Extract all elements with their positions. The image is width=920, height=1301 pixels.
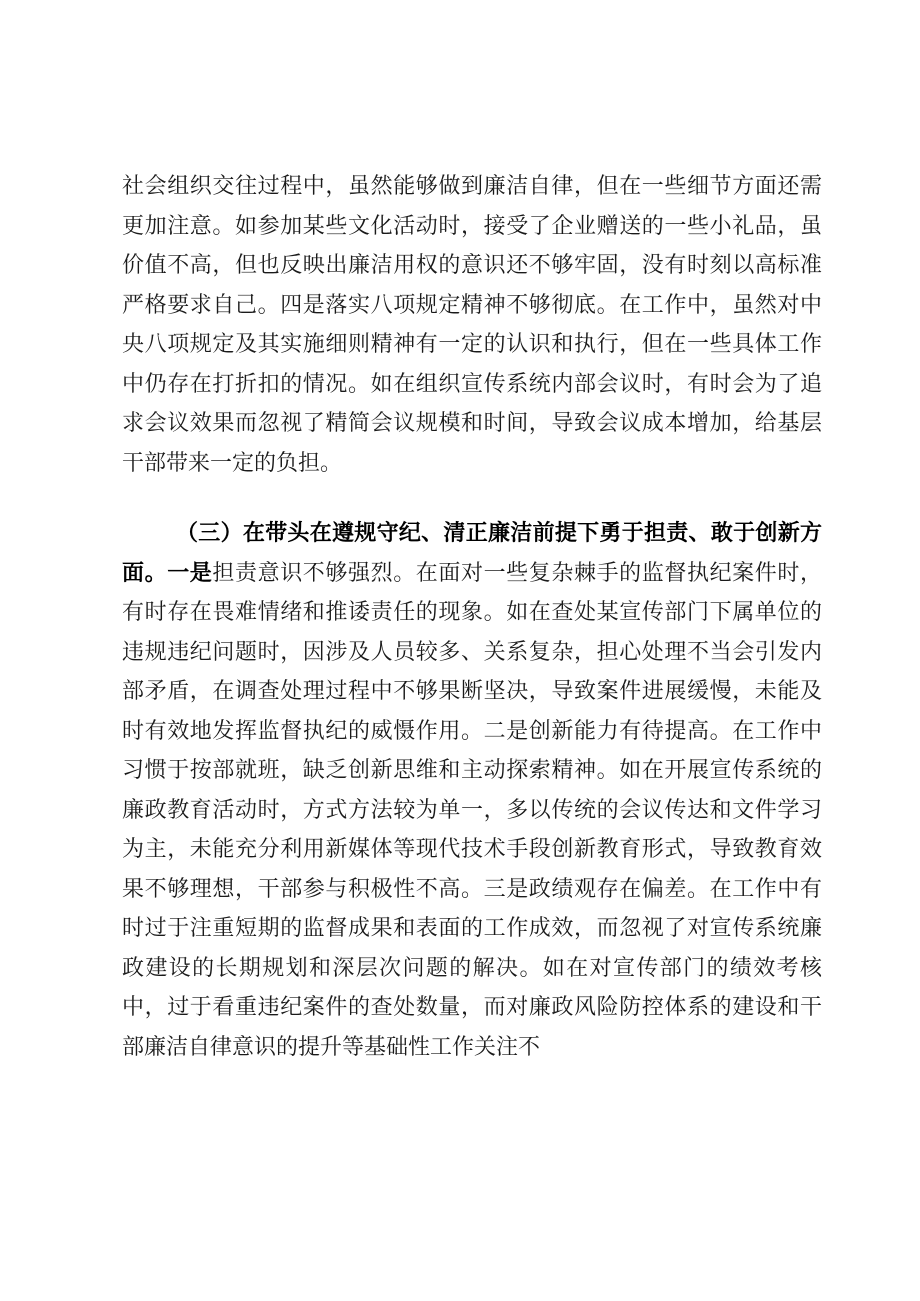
- section-three-body: 担责意识不够强烈。在面对一些复杂棘手的监督执纪案件时，有时存在畏难情绪和推诿责任的现象。如在查处某宣传部门下属单位的违规违纪问题时，因涉及人员较多、关系复杂，担心处理不当会引发内部矛盾，在调查处理过程中不够果断坚决，导致案件进展缓慢，未能及时有效地发挥监督执纪的威慑作用。二是创新能力有待提高。在工作中习惯于按部就班，缺乏创新思维和主动探索精神。如在开展宣传系统的廉政教育活动时，方式方法较为单一，多以传统的会议传达和文件学习为主，未能充分利用新媒体等现代技术手段创新教育形式，导致教育效果不够理想，干部参与积极性不高。三是政绩观存在偏差。在工作中有时过于注重短期的监督成果和表面的工作成效，而忽视了对宣传系统廉政建设的长期规划和深层次问题的解决。如在对宣传部门的绩效考核中，过于看重违纪案件的查处数量，而对廉政风险防控体系的建设和干部廉洁自律意识的提升等基础性工作关注不: [122, 560, 822, 1060]
- paragraph-continuation: 社会组织交往过程中，虽然能够做到廉洁自律，但在一些细节方面还需更加注意。如参加某些文化活动时，接受了企业赠送的一些小礼品，虽价值不高，但也反映出廉洁用权的意识还不够牢固，没有时刻以高标准严格要求自己。四是落实八项规定精神不够彻底。在工作中，虽然对中央八项规定及其实施细则精神有一定的认识和执行，但在一些具体工作中仍存在打折扣的情况。如在组织宣传系统内部会议时，有时会为了追求会议效果而忽视了精简会议规模和时间，导致会议成本增加，给基层干部带来一定的负担。: [122, 174, 822, 476]
- section-three-paragraph: [122, 514, 822, 1067]
- section-three-lead-item: 一是: [167, 559, 213, 586]
- section-three-heading: （三）在带头在遵规守纪、清正廉洁前提下勇于担责、敢于创新方面。: [122, 520, 822, 586]
